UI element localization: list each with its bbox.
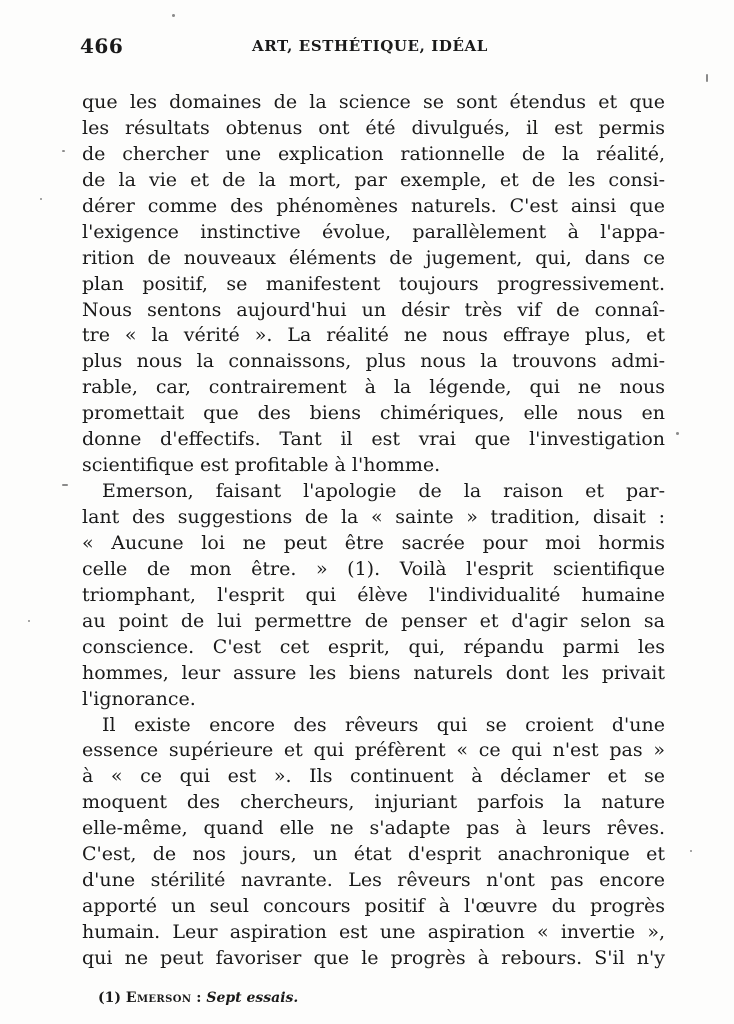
text-line: Nous sentons aujourd'hui un désir très vif de connaî- — [82, 298, 665, 321]
footnote-author: Emerson — [125, 990, 192, 1006]
text-line: rable, car, contrairement à la légende, qui ne nous — [82, 376, 665, 399]
text-line: lant des suggestions de la « sainte » tradition, disait : — [82, 506, 665, 528]
text-line: C'est, de nos jours, un état d'esprit anachronique et — [82, 843, 665, 866]
text-line: les résultats obtenus ont été divulgués, il est permis — [82, 116, 665, 139]
text-line: celle de mon être. » (1). Voilà l'esprit scientifique — [82, 557, 665, 580]
scan-speck — [690, 850, 692, 852]
text-line: à « ce qui est ». Ils continuent à déclamer et se — [82, 765, 665, 788]
text-line: hommes, leur assure les biens naturels dont les privait — [82, 661, 665, 684]
text-line: d'une stérilité navrante. Les rêveurs n'ont pas encore — [82, 869, 665, 892]
text-line: qui ne peut favoriser que le progrès à rebours. S'il n'y — [82, 946, 665, 969]
footnote — [98, 990, 298, 1006]
text-line: scientifique est profitable à l'homme. — [82, 454, 441, 477]
scan-speck — [676, 432, 679, 435]
text-line: plus nous la connaissons, plus nous la trouvons admi- — [82, 350, 665, 373]
text-line: de chercher une explication rationnelle de la réalité, — [82, 142, 665, 165]
footnote-marker: (1) — [98, 990, 121, 1006]
scan-speck — [62, 150, 65, 152]
text-line: Il existe encore des rêveurs qui se croient d'une — [102, 713, 665, 736]
text-line: donne d'effectifs. Tant il est vrai que l'investigation — [82, 428, 665, 451]
text-line: au point de lui permettre de penser et d'agir selon sa — [82, 609, 665, 632]
text-line: que les domaines de la science se sont étendus et que — [82, 91, 665, 113]
scan-speck — [172, 14, 175, 17]
page-number: 466 — [80, 34, 124, 58]
scan-speck — [62, 484, 68, 486]
text-line: de la vie et de la mort, par exemple, et de les consi- — [82, 168, 665, 191]
text-line: Emerson, faisant l'apologie de la raison et par- — [102, 480, 665, 503]
text-line: l'exigence instinctive évolue, parallèlement à l'appa- — [82, 220, 665, 243]
text-line: tre « la vérité ». La réalité ne nous effraye plus, et — [82, 324, 665, 347]
running-title: ART, ESTHÉTIQUE, IDÉAL — [252, 37, 488, 55]
text-line: elle-même, quand elle ne s'adapte pas à leurs rêves. — [82, 817, 665, 840]
footnote-work: Sept essais. — [206, 990, 299, 1006]
scan-speck — [40, 198, 42, 200]
text-line: essence supérieure et qui préfèrent « ce qui n'est pas » — [82, 739, 665, 762]
page-header — [80, 34, 670, 62]
text-line: apporté un seul concours positif à l'œuvre du progrès — [82, 895, 665, 918]
text-line: triomphant, l'esprit qui élève l'individualité humaine — [82, 583, 665, 606]
text-line: rition de nouveaux éléments de jugement, qui, dans ce — [82, 246, 665, 269]
text-line: humain. Leur aspiration est une aspiration « invertie », — [82, 921, 665, 943]
body-text — [82, 90, 665, 972]
footnote-separator: : — [191, 990, 207, 1006]
scan-speck — [706, 74, 708, 82]
text-line: l'ignorance. — [82, 687, 196, 710]
text-line: plan positif, se manifestent toujours progressivement. — [82, 272, 665, 295]
text-line: moquent des chercheurs, injuriant parfois la nature — [82, 791, 665, 814]
text-line: « Aucune loi ne peut être sacrée pour moi hormis — [82, 531, 665, 554]
scan-speck — [28, 620, 30, 622]
text-line: promettait que des biens chimériques, elle nous en — [82, 402, 665, 425]
text-line: conscience. C'est cet esprit, qui, répandu parmi les — [82, 635, 665, 658]
text-line: dérer comme des phénomènes naturels. C'est ainsi que — [82, 194, 665, 217]
